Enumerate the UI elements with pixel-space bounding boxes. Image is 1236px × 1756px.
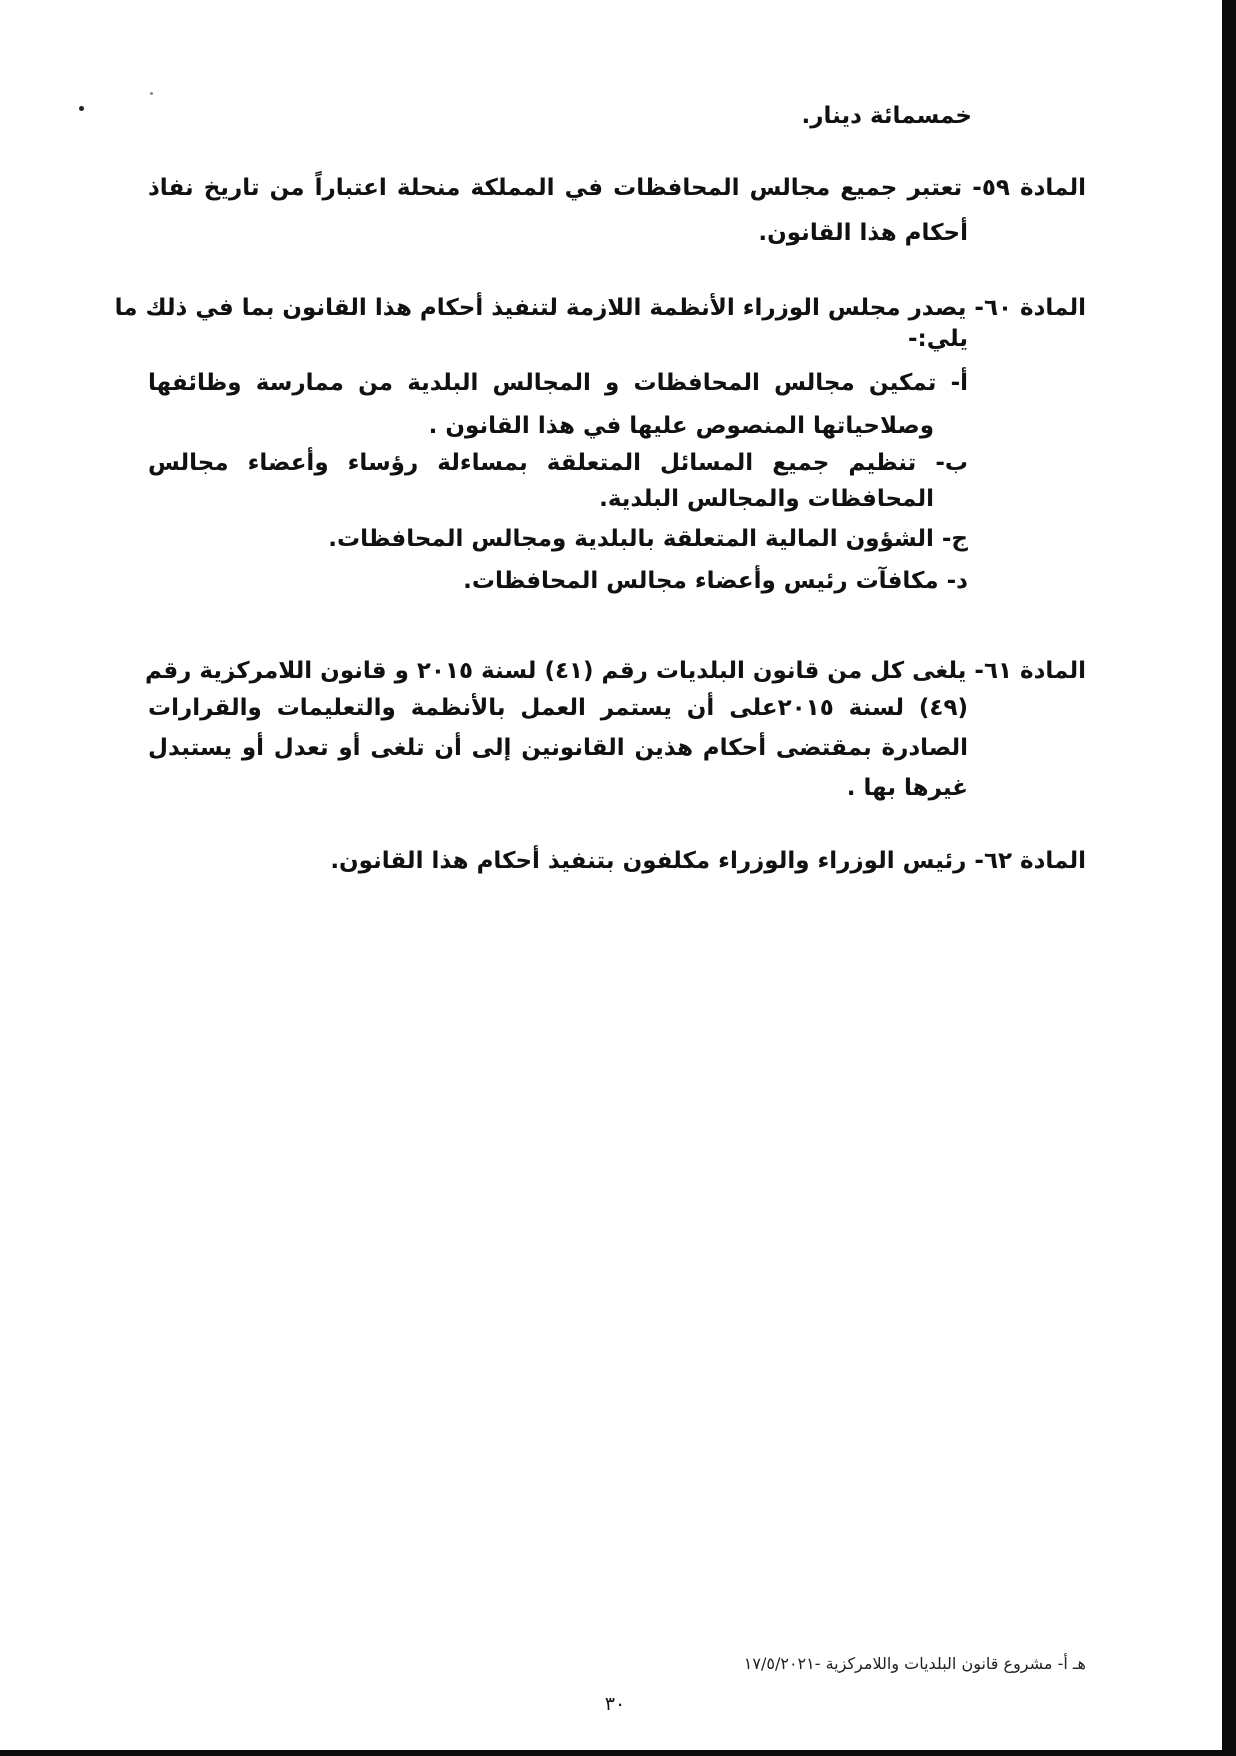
article-61-line-2: (٤٩) لسنة ٢٠١٥على أن يستمر العمل بالأنظمة والتعليمات والقرارات <box>148 695 968 721</box>
article-61-line-3: الصادرة بمقتضى أحكام هذين القانونين إلى أن تلغى أو تعدل أو يستبدل <box>148 735 968 761</box>
article-60-item-a-line-1: أ- تمكين مجالس المحافظات و المجالس البلدية من ممارسة وظائفها <box>148 370 968 396</box>
article-60-item-d: د- مكافآت رئيس وأعضاء مجالس المحافظات. <box>463 568 968 594</box>
article-62-line-1: المادة ٦٢- رئيس الوزراء والوزراء مكلفون بتنفيذ أحكام هذا القانون. <box>330 848 1086 874</box>
article-60-line-1: المادة ٦٠- يصدر مجلس الوزراء الأنظمة اللازمة لتنفيذ أحكام هذا القانون بما في ذلك ما <box>114 295 1086 321</box>
article-60-item-b-line-1: ب- تنظيم جميع المسائل المتعلقة بمساءلة رؤساء وأعضاء مجالس <box>148 450 968 476</box>
article-59-line-2: أحكام هذا القانون. <box>758 220 968 246</box>
article-60-item-b-line-2: المحافظات والمجالس البلدية. <box>599 486 934 512</box>
page-number: ٣٠ <box>604 1693 626 1715</box>
article-59-line-1: المادة ٥٩- تعتبر جميع مجالس المحافظات في المملكة منحلة اعتباراً من تاريخ نفاذ <box>148 175 1087 201</box>
article-61-line-1: المادة ٦١- يلغى كل من قانون البلديات رقم (٤١) لسنة ٢٠١٥ و قانون اللامركزية رقم <box>145 658 1086 684</box>
scan-speck <box>79 106 84 111</box>
footer-reference: هـ أ- مشروع قانون البلديات واللامركزية -١٧/٥/٢٠٢١ <box>743 1654 1086 1673</box>
article-60-item-a-line-2: وصلاحياتها المنصوص عليها في هذا القانون . <box>428 413 934 439</box>
article-60-line-2: يلي:- <box>907 326 968 352</box>
scan-speck <box>150 92 153 95</box>
article-60-item-c: ج- الشؤون المالية المتعلقة بالبلدية ومجالس المحافظات. <box>328 526 968 552</box>
article-61-line-4: غيرها بها . <box>846 775 968 801</box>
scan-edge-bottom <box>0 1750 1236 1756</box>
scan-edge-right <box>1222 0 1236 1756</box>
previous-article-ending: خمسمائة دينار. <box>801 103 972 129</box>
